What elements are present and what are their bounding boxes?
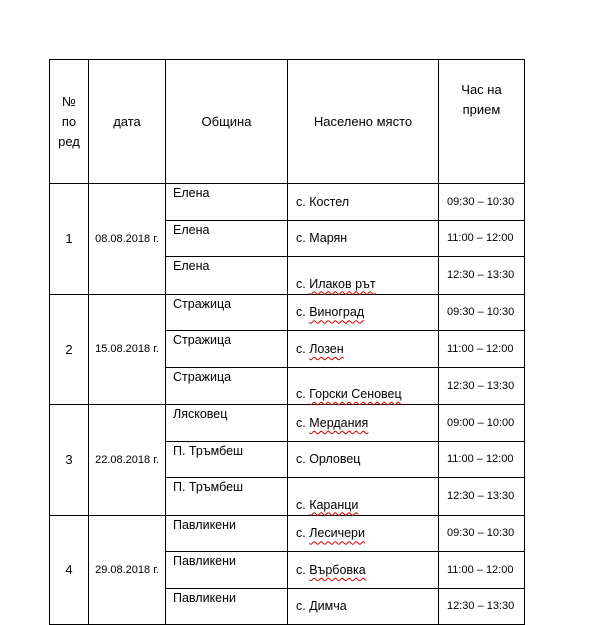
- time-cell: 11:00 – 12:00: [439, 552, 525, 589]
- time-cell: 09:30 – 10:30: [439, 515, 525, 552]
- place-name: Марян: [309, 231, 348, 246]
- place-name: Горски Сеновец: [309, 387, 402, 401]
- municipality-cell: Павликени: [166, 515, 288, 552]
- header-no-line1: №: [62, 93, 76, 109]
- place-name: Лозен: [309, 341, 344, 356]
- place-name: Върбовка: [309, 562, 366, 577]
- place-cell: [288, 478, 439, 516]
- place-prefix: с.: [296, 599, 310, 614]
- place-name: Лесичери: [309, 526, 365, 541]
- time-cell: 11:00 – 12:00: [439, 441, 525, 478]
- table-row: [50, 184, 525, 221]
- place-prefix: с.: [296, 231, 310, 246]
- place-cell: [288, 220, 439, 257]
- reception-schedule-table: [49, 59, 525, 625]
- date-cell: 22.08.2018 г.: [89, 405, 166, 516]
- time-cell: 09:30 – 10:30: [439, 294, 525, 331]
- row-number-cell: 4: [50, 515, 89, 625]
- date-cell: 29.08.2018 г.: [89, 515, 166, 625]
- time-cell: 12:30 – 13:30: [439, 257, 525, 295]
- place-prefix: с.: [296, 562, 310, 577]
- header-time-line2: прием: [462, 102, 501, 117]
- place-name: Костел: [309, 194, 350, 209]
- time-cell: 09:30 – 10:30: [439, 184, 525, 221]
- place-cell: [288, 257, 439, 295]
- place-cell: [288, 367, 439, 405]
- place-name: Виноград: [309, 305, 365, 320]
- time-cell: 11:00 – 12:00: [439, 220, 525, 257]
- place-cell: [288, 588, 439, 625]
- place-cell: [288, 515, 439, 552]
- place-prefix: с.: [296, 276, 310, 291]
- place-cell: [288, 552, 439, 589]
- place-prefix: с.: [296, 526, 310, 541]
- header-date: дата: [89, 60, 166, 184]
- place-prefix: с.: [296, 387, 310, 401]
- row-number-cell: 2: [50, 294, 89, 405]
- place-cell: [288, 294, 439, 331]
- time-cell: 09:00 – 10:00: [439, 405, 525, 442]
- date-cell: 08.08.2018 г.: [89, 184, 166, 295]
- place-name: Мердания: [309, 415, 369, 430]
- municipality-cell: Елена: [166, 220, 288, 257]
- municipality-cell: П. Тръмбеш: [166, 478, 288, 516]
- place-cell: [288, 331, 439, 368]
- header-row-number: [50, 60, 89, 184]
- place-prefix: с.: [296, 415, 310, 430]
- table-row: [50, 515, 525, 552]
- header-place: Населено място: [288, 60, 439, 184]
- place-cell: [288, 405, 439, 442]
- place-cell: [288, 441, 439, 478]
- row-number-cell: 1: [50, 184, 89, 295]
- header-row: [50, 60, 525, 184]
- municipality-cell: Стражица: [166, 294, 288, 331]
- municipality-cell: Стражица: [166, 367, 288, 405]
- place-prefix: с.: [296, 341, 310, 356]
- header-time-line1: Час на: [461, 82, 502, 97]
- place-prefix: с.: [296, 305, 310, 320]
- place-prefix: с.: [296, 497, 310, 512]
- row-number-cell: 3: [50, 405, 89, 516]
- place-name: Димча: [309, 599, 347, 614]
- header-no-line3: ред: [58, 133, 80, 149]
- place-prefix: с.: [296, 194, 310, 209]
- municipality-cell: Елена: [166, 184, 288, 221]
- time-cell: 12:30 – 13:30: [439, 478, 525, 516]
- header-municipality: Община: [166, 60, 288, 184]
- place-name: Илаков рът: [309, 276, 376, 291]
- time-cell: 12:30 – 13:30: [439, 367, 525, 405]
- table-row: [50, 294, 525, 331]
- table-row: [50, 405, 525, 442]
- time-cell: 12:30 – 13:30: [439, 588, 525, 625]
- place-name: Орловец: [309, 452, 361, 467]
- municipality-cell: П. Тръмбеш: [166, 441, 288, 478]
- place-cell: [288, 184, 439, 221]
- municipality-cell: Павликени: [166, 552, 288, 589]
- municipality-cell: Лясковец: [166, 405, 288, 442]
- municipality-cell: Стражица: [166, 331, 288, 368]
- table-body: [50, 184, 525, 625]
- date-cell: 15.08.2018 г.: [89, 294, 166, 405]
- time-cell: 11:00 – 12:00: [439, 331, 525, 368]
- municipality-cell: Елена: [166, 257, 288, 295]
- header-time: [439, 60, 525, 184]
- header-no-line2: по: [61, 113, 77, 129]
- municipality-cell: Павликени: [166, 588, 288, 625]
- place-prefix: с.: [296, 452, 310, 467]
- place-name: Каранци: [309, 497, 359, 512]
